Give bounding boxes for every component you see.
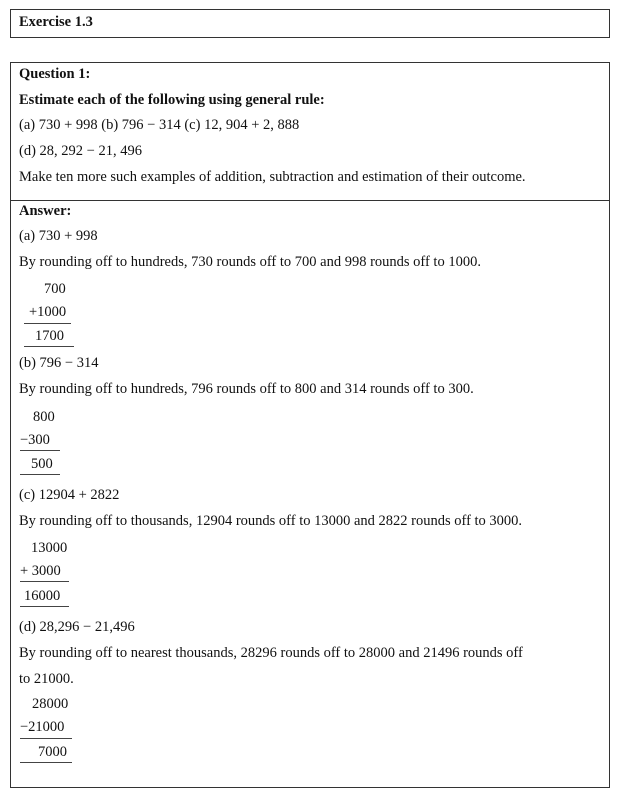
part-d-result-line (20, 762, 72, 763)
part-a-result: 1700 (35, 328, 64, 344)
part-a-sum-line (24, 323, 71, 324)
part-c-bottom-operand: + 3000 (20, 563, 61, 579)
exercise-title: Exercise 1.3 (19, 14, 93, 30)
part-a-top-operand: 700 (44, 281, 66, 297)
part-a-label: (a) 730 + 998 (19, 228, 98, 244)
part-b-top-operand: 800 (33, 409, 55, 425)
part-c-top-operand: 13000 (31, 540, 68, 556)
part-d-explanation-line-2: to 21000. (19, 671, 74, 687)
answer-heading: Answer: (19, 203, 72, 219)
part-a-explanation: By rounding off to hundreds, 730 rounds off to 700 and 998 rounds off to 1000. (19, 254, 481, 270)
part-b-label: (b) 796 − 314 (19, 355, 99, 371)
part-b-bottom-operand: −300 (20, 432, 50, 448)
part-d-top-operand: 28000 (32, 696, 69, 712)
question-line-1: (a) 730 + 998 (b) 796 − 314 (c) 12, 904 + 2, 888 (19, 117, 300, 133)
part-b-result: 500 (31, 456, 53, 472)
part-a-bottom-operand: +1000 (29, 304, 67, 320)
part-c-explanation: By rounding off to thousands, 12904 rounds off to 13000 and 2822 rounds off to 3000. (19, 513, 523, 529)
exercise-title-box (10, 9, 610, 38)
part-d-label: (d) 28,296 − 21,496 (19, 619, 135, 635)
part-b-difference-line (20, 450, 60, 451)
part-d-result: 7000 (38, 744, 67, 760)
question-instruction: Estimate each of the following using general rule: (19, 92, 325, 108)
part-d-difference-line (20, 738, 72, 739)
part-c-label: (c) 12904 + 2822 (19, 487, 120, 503)
part-c-sum-line (20, 581, 69, 582)
part-b-explanation: By rounding off to hundreds, 796 rounds off to 800 and 314 rounds off to 300. (19, 381, 474, 397)
section-divider (11, 200, 609, 201)
part-d-bottom-operand: −21000 (20, 719, 65, 735)
question-heading: Question 1: (19, 66, 91, 82)
part-c-result-line (20, 606, 69, 607)
part-b-result-line (20, 474, 60, 475)
part-c-result: 16000 (24, 588, 61, 604)
question-answer-box (10, 62, 610, 788)
question-line-2: (d) 28, 292 − 21, 496 (19, 143, 142, 159)
part-d-explanation-line-1: By rounding off to nearest thousands, 28296 rounds off to 28000 and 21496 rounds off (19, 645, 523, 661)
question-line-3: Make ten more such examples of addition, subtraction and estimation of their outcome. (19, 169, 526, 185)
part-a-result-line (24, 346, 74, 347)
